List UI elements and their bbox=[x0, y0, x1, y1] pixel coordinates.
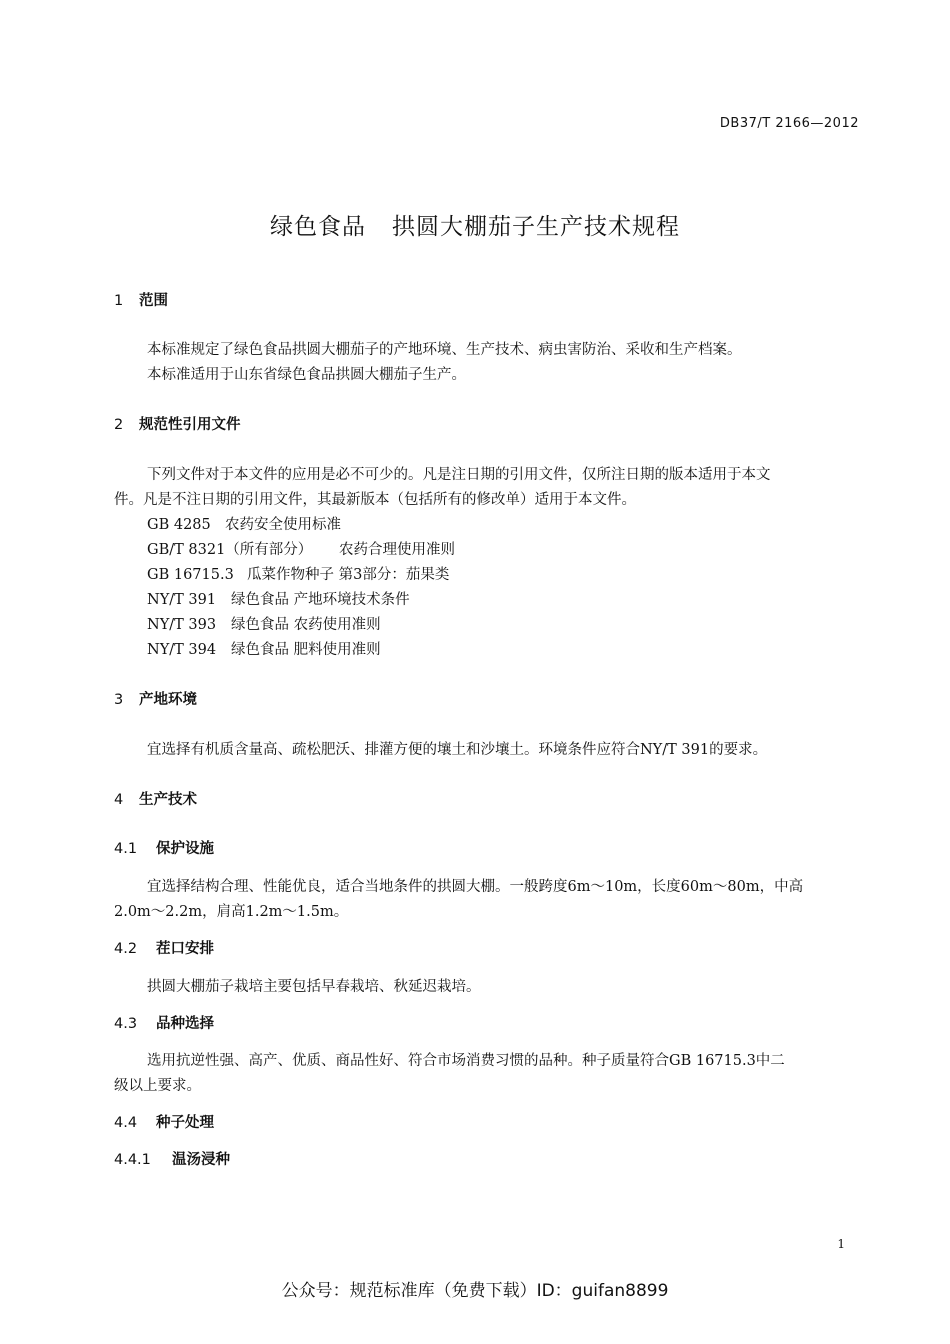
footer-watermark-text: 公众号：规范标准库（免费下载）ID：guifan8899 bbox=[281, 1281, 669, 1301]
document-number: DB37/T 2166—2012 bbox=[719, 116, 859, 131]
reference-item: GB 16715.3 瓜菜作物种子 第3部分：茄果类 bbox=[147, 567, 450, 583]
page-title bbox=[0, 208, 950, 241]
reference-item: GB/T 8321（所有部分） 农药合理使用准则 bbox=[147, 542, 455, 558]
title-part-1: 绿色食品 bbox=[270, 214, 366, 240]
section-4-2-heading: 4.2 茬口安排 bbox=[114, 941, 214, 957]
section-4-2-paragraph: 拱圆大棚茄子栽培主要包括早春栽培、秋延迟栽培。 bbox=[147, 979, 481, 995]
section-3-paragraph: 宜选择有机质含量高、疏松肥沃、排灌方便的壤土和沙壤土。环境条件应符合NY/T 391的要求。 bbox=[147, 742, 768, 758]
section-4-1-heading: 4.1 保护设施 bbox=[114, 841, 214, 857]
section-4-3-paragraph-line-2: 级以上要求。 bbox=[114, 1078, 201, 1094]
page-number: 1 bbox=[837, 1237, 845, 1251]
section-4-1-paragraph-line-1: 宜选择结构合理、性能优良，适合当地条件的拱圆大棚。一般跨度6m～10m，长度60m～80m，中高 bbox=[147, 879, 804, 895]
section-4-4-heading: 4.4 种子处理 bbox=[114, 1115, 214, 1131]
section-4-heading: 4 生产技术 bbox=[114, 792, 197, 808]
section-2-paragraph-line-1: 下列文件对于本文件的应用是必不可少的。凡是注日期的引用文件，仅所注日期的版本适用于本文 bbox=[147, 467, 771, 483]
section-3-heading: 3 产地环境 bbox=[114, 692, 197, 708]
title-part-2: 拱圆大棚茄子生产技术规程 bbox=[392, 214, 680, 240]
section-2-paragraph-line-2: 件。凡是不注日期的引用文件，其最新版本（包括所有的修改单）适用于本文件。 bbox=[114, 492, 636, 508]
section-1-heading: 1 范围 bbox=[114, 293, 168, 309]
reference-item: NY/T 391 绿色食品 产地环境技术条件 bbox=[147, 592, 410, 608]
reference-item: NY/T 393 绿色食品 农药使用准则 bbox=[147, 617, 381, 633]
section-4-3-heading: 4.3 品种选择 bbox=[114, 1016, 214, 1032]
section-1-paragraph-2: 本标准适用于山东省绿色食品拱圆大棚茄子生产。 bbox=[147, 367, 466, 383]
section-4-1-paragraph-line-2: 2.0m～2.2m，肩高1.2m～1.5m。 bbox=[114, 904, 349, 920]
section-4-3-paragraph-line-1: 选用抗逆性强、高产、优质、商品性好、符合市场消费习惯的品种。种子质量符合GB 16715.3中二 bbox=[147, 1053, 785, 1069]
section-2-heading: 2 规范性引用文件 bbox=[114, 417, 241, 433]
section-4-4-1-heading: 4.4.1 温汤浸种 bbox=[114, 1152, 230, 1168]
section-1-paragraph-1: 本标准规定了绿色食品拱圆大棚茄子的产地环境、生产技术、病虫害防治、采收和生产档案。 bbox=[147, 342, 742, 358]
reference-item: GB 4285 农药安全使用标准 bbox=[147, 517, 341, 533]
reference-item: NY/T 394 绿色食品 肥料使用准则 bbox=[147, 642, 381, 658]
